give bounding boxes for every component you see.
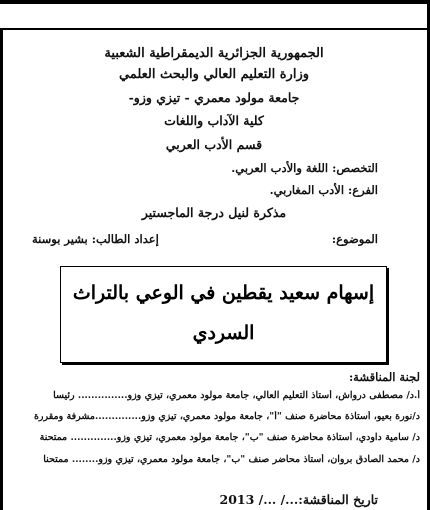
top-divider <box>0 28 430 30</box>
document-page <box>0 4 428 510</box>
faculty-heading: كلية الآداب واللغات <box>164 113 264 128</box>
committee-member: د/ محمد الصادق بروان، أستاذ محاضر صنف "ب"، جامعة مولود معمري، تيزي وزو........ ممتحنا <box>43 454 420 465</box>
university-heading: جامعة مولود معمري - تيزي وزو- <box>128 90 300 105</box>
republic-heading: الجمهورية الجزائرية الديمقراطية الشعبية <box>104 46 324 61</box>
student-line: إعداد الطالب: بشير بوسنة <box>32 232 159 246</box>
committee-member: د/ سامية داودي، أستاذة محاضرة صنف "ب"، جامعة مولود معمري، تيزي وزو.............. ممتحنة <box>39 432 420 443</box>
specialty-line: التخصص: اللغة والأدب العربي. <box>231 161 378 175</box>
committee-member: د/نورة بعيو، أستاذة محاضرة صنف "أ"، جامعة مولود معمري، تيزي وزو..............مشرفة ومقررة <box>33 411 420 422</box>
thesis-title: إسهام سعيد يقطين في الوعي بالتراث السردي <box>72 282 375 344</box>
subject-label: الموضوع: <box>331 232 378 246</box>
thesis-title-box <box>60 266 387 363</box>
branch-line: الفرع: الأدب المغاربي. <box>269 183 378 197</box>
committee-member: أ.د/ مصطفى درواش، أستاذ التعليم العالي، جامعة مولود معمري، تيزي وزو............... رئيسا <box>53 390 420 401</box>
ministry-heading: وزارة التعليم العالي والبحث العلمي <box>118 67 310 82</box>
committee-heading: لجنة المناقشة: <box>348 370 420 384</box>
memo-line: مذكرة لنيل درجة الماجستير <box>141 205 287 220</box>
left-border <box>0 28 3 510</box>
department-heading: قسم الأدب العربي <box>165 137 263 152</box>
defense-date: تاريخ المناقشة:.../ .../ 2013 <box>219 492 378 507</box>
